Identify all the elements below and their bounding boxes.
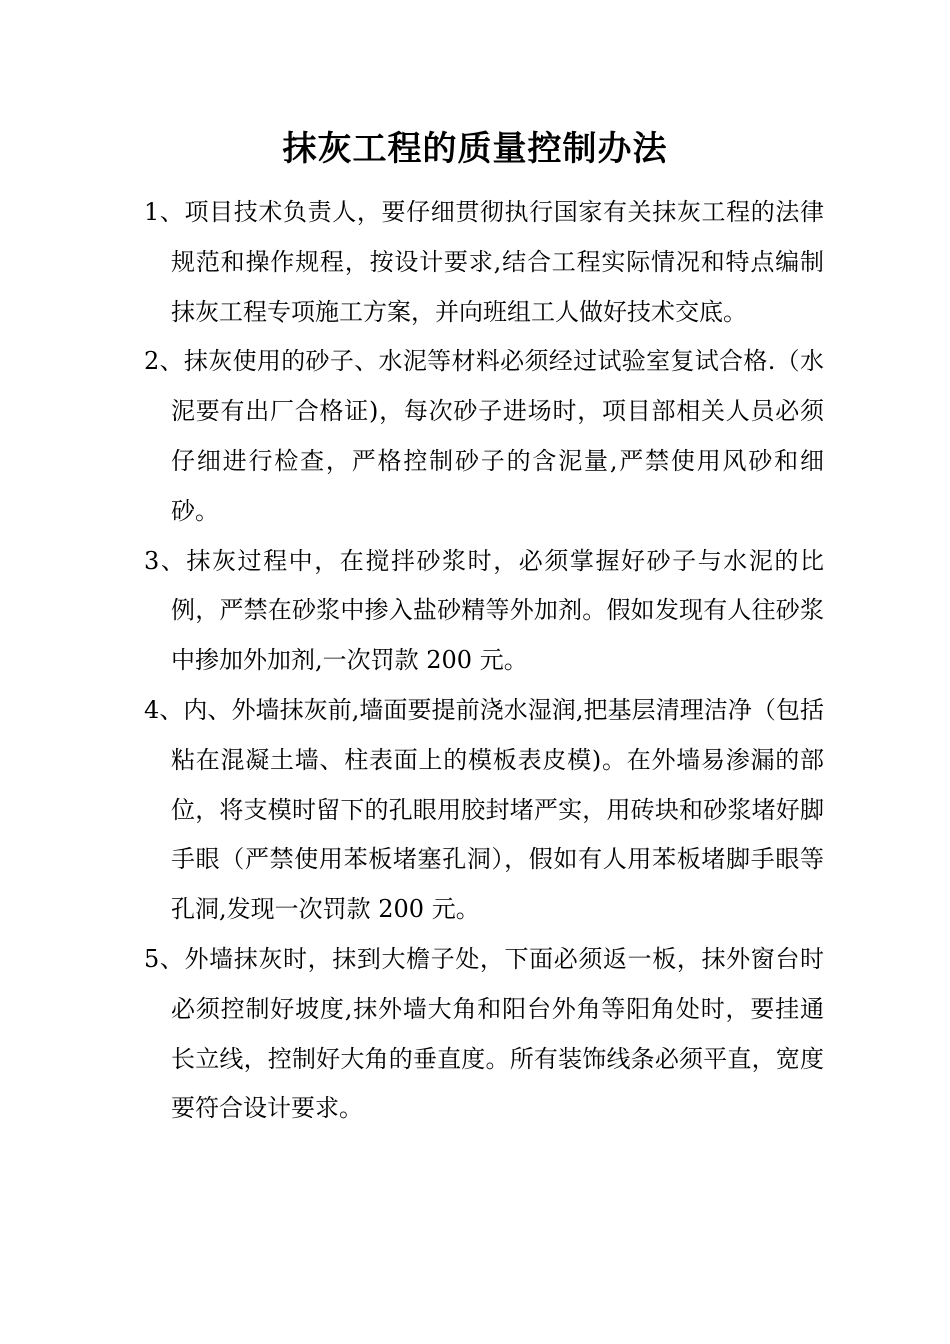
list-item: 3、抹灰过程中，在搅拌砂浆时，必须掌握好砂子与水泥的比例，严禁在砂浆中掺入盐砂精等外加剂。假如发现有人往砂浆中掺加外加剂,一次罚款 200 元。	[144, 546, 824, 675]
list-item: 5、外墙抹灰时，抹到大檐子处，下面必须返一板，抹外窗台时必须控制好坡度,抹外墙大角和阳台外角等阳角处时，要挂通长立线，控制好大角的垂直度。所有装饰线条必须平直，宽度要符合设计要求。	[144, 944, 824, 1123]
list-item: 1、项目技术负责人，要仔细贯彻执行国家有关抹灰工程的法律规范和操作规程，按设计要求,结合工程实际情况和特点编制抹灰工程专项施工方案，并向班组工人做好技术交底。	[144, 198, 824, 326]
document-title: 抹灰工程的质量控制办法	[282, 129, 668, 169]
regulation-list	[144, 188, 824, 1134]
list-item: 4、内、外墙抹灰前,墙面要提前浇水湿润,把基层清理洁净（包括粘在混凝土墙、柱表面上的模板表皮模)。在外墙易渗漏的部位，将支模时留下的孔眼用胶封堵严实，用砖块和砂浆堵好脚手眼（严禁使用苯板堵塞孔洞），假如有人用苯板堵脚手眼等孔洞,发现一次罚款 200 元。	[144, 695, 824, 924]
list-item: 2、抹灰使用的砂子、水泥等材料必须经过试验室复试合格.（水泥要有出厂合格证)，每次砂子进场时，项目部相关人员必须仔细进行检查，严格控制砂子的含泥量,严禁使用风砂和细砂。	[144, 347, 824, 525]
